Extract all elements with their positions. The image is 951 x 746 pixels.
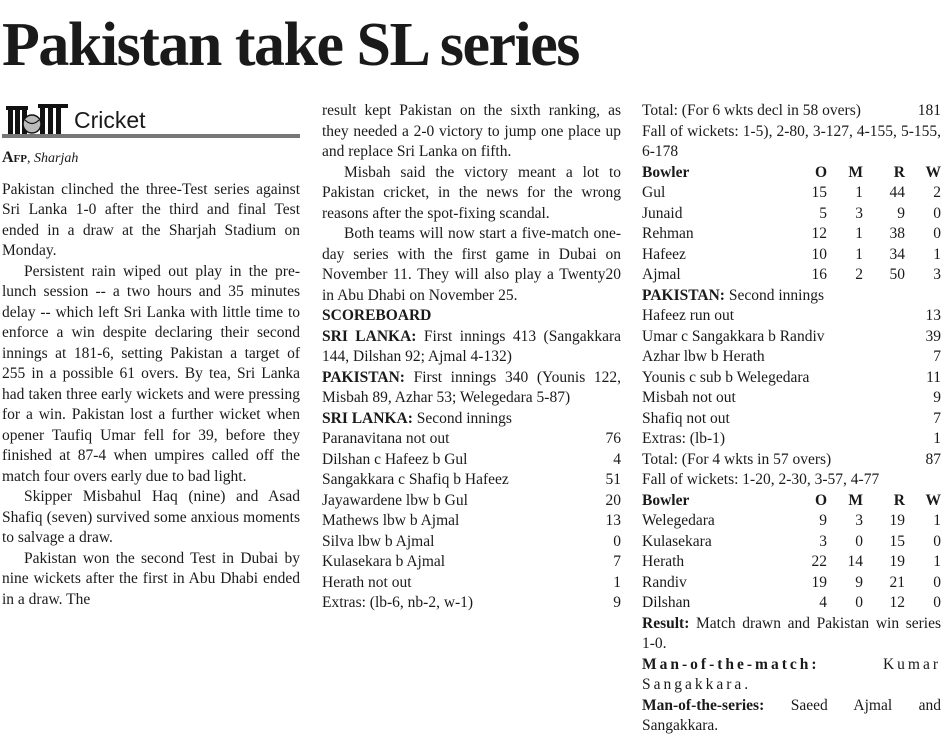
- batsman-runs: 39: [925, 327, 941, 345]
- section-rule: [2, 134, 300, 138]
- header-wickets: W: [925, 491, 941, 509]
- batsman-entry: Shafiq not out: [642, 409, 730, 427]
- overs: 22: [811, 553, 827, 570]
- bowling-row: [642, 265, 941, 286]
- maidens: 9: [855, 573, 863, 591]
- pak-extras-label: Extras: (lb-1): [642, 430, 726, 447]
- batsman-entry: Sangakkara c Shafiq b Hafeez: [322, 471, 509, 488]
- overs: 5: [819, 204, 827, 222]
- bowler-name: Herath: [642, 553, 685, 570]
- article-column-3: [642, 101, 941, 737]
- batsman-entry: Misbah not out: [642, 389, 736, 406]
- man-of-the-match: [642, 655, 941, 696]
- maidens: 2: [855, 266, 863, 283]
- pak-extras-runs: 1: [933, 430, 941, 447]
- batsman-runs: 20: [605, 491, 621, 509]
- sl-fall-of-wickets: Fall of wickets: 1-5), 2-80, 3-127, 4-155, 5-155, 6-178: [642, 122, 941, 160]
- header-overs: O: [814, 163, 827, 181]
- runs: 34: [889, 245, 905, 263]
- sl-batting-list: [322, 429, 621, 593]
- article-paragraph: Persistent rain wiped out play in the pre-lunch session -- a two hours and 35 minutes delay -- which left Sri Lanka with little time to enforce a win despite declaring their second innings at 181-6, setting Pakistan a target of 255 in a possible 61 overs. By tea, Sri Lanka had taken three early wickets and were pressing for a win. Pakistan lost a further wicket when opener Taufiq Umar fell for 39, before they finished at 87-4 when umpires called off the match four overs early due to bad light.: [2, 262, 300, 485]
- batting-row: [642, 388, 941, 409]
- pak-second-innings-heading: [642, 286, 941, 307]
- batsman-runs: 9: [933, 389, 941, 406]
- sl-second-title: Second innings: [416, 409, 512, 427]
- runs: 44: [889, 184, 905, 201]
- wickets: 3: [933, 266, 941, 283]
- man-of-the-series: [642, 696, 941, 737]
- overs: 4: [819, 594, 827, 611]
- batsman-runs: 11: [926, 368, 941, 386]
- bowling-row: [642, 511, 941, 532]
- header-runs: R: [893, 491, 905, 509]
- batting-row: [642, 306, 941, 327]
- sl-bowling-table: [642, 163, 941, 286]
- batsman-runs: 13: [605, 512, 621, 529]
- runs: 21: [889, 573, 905, 591]
- batsman-entry: Azhar lbw b Herath: [642, 348, 765, 365]
- overs: 15: [811, 184, 827, 201]
- article-paragraph: Misbah said the victory meant a lot to Pakistan cricket, in the news for the wrong reasons after the spot-fixing scandal.: [322, 163, 621, 222]
- sl-first-label: SRI LANKA:: [322, 327, 417, 345]
- result: [642, 614, 941, 655]
- headline: Pakistan take SL series: [2, 11, 579, 79]
- scoreboard-title: SCOREBOARD: [322, 307, 432, 324]
- overs: 19: [811, 573, 827, 591]
- bowling-row: [642, 204, 941, 225]
- wickets: 1: [933, 245, 941, 263]
- sl-extras-row: [322, 593, 621, 614]
- batsman-entry: Dilshan c Hafeez b Gul: [322, 450, 468, 468]
- bowler-name: Dilshan: [642, 594, 691, 611]
- bowler-name: Kulasekara: [642, 532, 712, 550]
- batting-row: [642, 347, 941, 368]
- result-text: Match drawn and Pakistan win series 1-0.: [642, 614, 942, 652]
- bowling-row: [642, 573, 941, 594]
- runs: 50: [889, 266, 905, 283]
- bowling-row: [642, 245, 941, 266]
- byline-place: Sharjah: [34, 151, 79, 166]
- section-label: Cricket: [74, 107, 146, 133]
- header-runs: R: [893, 163, 905, 181]
- pak-total-row: [642, 450, 941, 471]
- cricket-stumps-ball-icon: [2, 102, 70, 136]
- batsman-entry: Umar c Sangakkara b Randiv: [642, 327, 825, 345]
- batsman-entry: Kulasekara b Ajmal: [322, 553, 446, 570]
- batsman-entry: Silva lbw b Ajmal: [322, 532, 435, 550]
- wickets: 2: [933, 184, 941, 201]
- runs: 12: [889, 594, 905, 611]
- batting-row: [322, 511, 621, 532]
- bowler-name: Randiv: [642, 573, 687, 591]
- wickets: 0: [933, 225, 941, 242]
- sl-total-row: [642, 101, 941, 122]
- pak-bowling-table: [642, 491, 941, 614]
- sl-second-label: SRI LANKA:: [322, 409, 413, 427]
- overs: 16: [811, 266, 827, 283]
- batsman-runs: 13: [925, 307, 941, 324]
- article-column-2: [322, 101, 621, 614]
- sl-extras-runs: 9: [613, 594, 621, 611]
- article-paragraph: Pakistan won the second Test in Dubai by nine wickets after the first in Abu Dhabi ended in a draw. The: [2, 549, 300, 608]
- pak-first-innings: [322, 368, 621, 409]
- header-overs: O: [814, 491, 827, 509]
- batsman-runs: 7: [933, 348, 941, 365]
- batting-row: [322, 429, 621, 450]
- wickets: 1: [933, 553, 941, 570]
- batting-row: [642, 409, 941, 430]
- batsman-entry: Jayawardene lbw b Gul: [322, 491, 468, 509]
- bowling-header-row: [642, 163, 941, 184]
- sl-total-runs: 181: [917, 102, 941, 119]
- batsman-entry: Paranavitana not out: [322, 430, 450, 447]
- batsman-runs: 4: [613, 450, 621, 468]
- bowling-row: [642, 224, 941, 245]
- batting-row: [322, 573, 621, 594]
- pak-batting-list: [642, 306, 941, 429]
- header-maidens: M: [848, 491, 863, 509]
- result-label: Result:: [642, 614, 690, 632]
- bowling-row: [642, 183, 941, 204]
- maidens: 1: [855, 184, 863, 201]
- maidens: 0: [855, 594, 863, 611]
- mots-label: Man-of-the-series:: [642, 696, 765, 714]
- pak-first-label: PAKISTAN:: [322, 368, 405, 386]
- runs: 15: [889, 532, 905, 550]
- batting-row: [322, 470, 621, 491]
- header-bowler-name: Bowler: [642, 163, 690, 181]
- batsman-runs: 51: [605, 471, 621, 488]
- mots-text: Saeed Ajmal and Sangakkara.: [642, 696, 942, 734]
- motm-label: Man-of-the-match:: [642, 655, 820, 673]
- batsman-entry: Younis c sub b Welegedara: [642, 368, 810, 386]
- bowling-header-row: [642, 491, 941, 512]
- header-wickets: W: [925, 163, 941, 181]
- article-paragraph: Skipper Misbahul Haq (nine) and Asad Shafiq (seven) survived some anxious moments to salvage a draw.: [2, 488, 300, 546]
- sl-first-text: First innings 413 (Sangakkara 144, Dilshan 92; Ajmal 4-132): [322, 327, 622, 365]
- runs: 19: [889, 553, 905, 570]
- bowler-name: Rehman: [642, 225, 694, 242]
- pak-fall-of-wickets: Fall of wickets: 1-20, 2-30, 3-57, 4-77: [642, 471, 880, 488]
- batting-row: [322, 450, 621, 471]
- article-paragraph: result kept Pakistan on the sixth ranking, as they needed a 2-0 victory to jump one place up and replace Sri Lanka on fifth.: [322, 102, 621, 160]
- batsman-runs: 7: [933, 409, 941, 427]
- sl-extras-label: Extras: (lb-6, nb-2, w-1): [322, 594, 474, 611]
- pak-second-label: PAKISTAN:: [642, 286, 725, 304]
- article-column-1: [2, 98, 300, 610]
- runs: 38: [889, 225, 905, 242]
- bowler-name: Ajmal: [642, 266, 681, 283]
- runs: 19: [889, 512, 905, 529]
- batsman-runs: 1: [613, 573, 621, 591]
- overs: 3: [819, 532, 827, 550]
- pak-first-text: First innings 340 (Younis 122, Misbah 89, Azhar 53; Welegedara 5-87): [322, 368, 621, 406]
- maidens: 1: [855, 225, 863, 242]
- batsman-entry: Mathews lbw b Ajmal: [322, 512, 460, 529]
- wickets: 0: [933, 204, 941, 222]
- sl-second-innings-heading: [322, 409, 621, 430]
- bowling-row: [642, 593, 941, 614]
- overs: 9: [819, 512, 827, 529]
- byline-agency: Afp: [2, 149, 27, 166]
- pak-second-title: Second innings: [728, 286, 824, 304]
- overs: 10: [811, 245, 827, 263]
- batsman-entry: Herath not out: [322, 573, 412, 591]
- article-paragraph: Both teams will now start a five-match one-day series with the first game in Dubai on November 11. They will also play a Twenty20 in Abu Dhabi on November 25.: [322, 225, 621, 304]
- pak-total-runs: 87: [925, 450, 941, 468]
- maidens: 3: [855, 512, 863, 529]
- sl-first-innings: [322, 327, 621, 368]
- batting-row: [322, 532, 621, 553]
- wickets: 0: [933, 532, 941, 550]
- batsman-runs: 7: [613, 553, 621, 570]
- batsman-runs: 0: [613, 532, 621, 550]
- wickets: 0: [933, 594, 941, 611]
- maidens: 1: [855, 245, 863, 263]
- byline: Afp, Sharjah: [2, 149, 79, 166]
- section-header: [2, 98, 300, 138]
- runs: 9: [897, 204, 905, 222]
- wickets: 1: [933, 512, 941, 529]
- maidens: 0: [855, 532, 863, 550]
- header-maidens: M: [848, 163, 863, 181]
- batting-row: [642, 327, 941, 348]
- bowler-name: Gul: [642, 184, 666, 201]
- batting-row: [322, 552, 621, 573]
- bowling-row: [642, 552, 941, 573]
- header-bowler-name: Bowler: [642, 491, 690, 509]
- article-paragraph: Pakistan clinched the three-Test series against Sri Lanka 1-0 after the third and final Test ended in a draw at the Sharjah Stadium on Monday.: [2, 180, 300, 259]
- maidens: 14: [847, 553, 863, 570]
- batting-row: [322, 491, 621, 512]
- pak-total-label: Total: (For 4 wkts in 57 overs): [642, 450, 832, 468]
- overs: 12: [811, 225, 827, 242]
- motm-text: Kumar Sangakkara.: [642, 655, 941, 693]
- bowler-name: Junaid: [642, 204, 683, 222]
- bowler-name: Welegedara: [642, 512, 715, 529]
- wickets: 0: [933, 573, 941, 591]
- batsman-runs: 76: [605, 430, 621, 447]
- batting-row: [642, 368, 941, 389]
- maidens: 3: [855, 204, 863, 222]
- bowling-row: [642, 532, 941, 553]
- pak-extras-row: [642, 429, 941, 450]
- bowler-name: Hafeez: [642, 245, 686, 263]
- batsman-entry: Hafeez run out: [642, 307, 735, 324]
- sl-total-label: Total: (For 6 wkts decl in 58 overs): [642, 102, 861, 119]
